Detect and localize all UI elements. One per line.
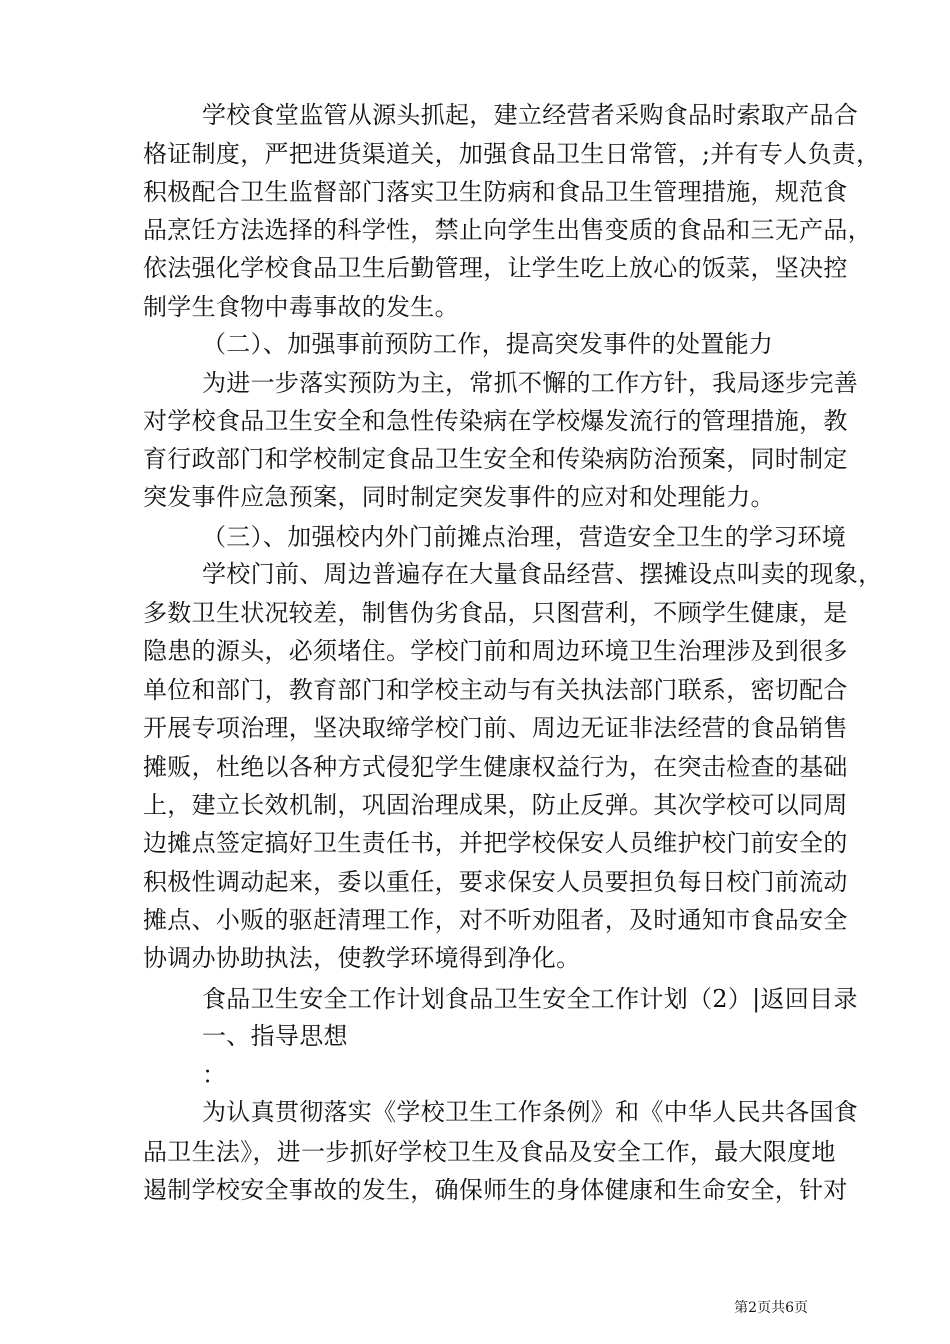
body-line-4: 品烹饪方法选择的科学性，禁止向学生出售变质的食品和三无产品， — [143, 216, 872, 244]
body-line-15: 开展专项治理，坚决取缔学校门前、周边无证非法经营的食品销售 — [143, 714, 848, 742]
body-line-5: 依法强化学校食品卫生后勤管理，让学生吃上放心的饭菜，坚决控 — [143, 254, 848, 282]
section-heading-2: （二）、加强事前预防工作，提高突发事件的处置能力 — [202, 330, 774, 358]
body-line-12: 多数卫生状况较差，制售伪劣食品，只图营利，不顾学生健康，是 — [143, 599, 848, 627]
body-line-16: 摊贩，杜绝以各种方式侵犯学生健康权益行为，在突击检查的基础 — [143, 753, 848, 781]
body-line-17: 上，建立长效机制，巩固治理成果，防止反弹。其次学校可以同周 — [143, 791, 848, 819]
body-line-21: 协调办协助执法，使教学环境得到净化。 — [143, 944, 581, 972]
body-line-20: 摊点、小贩的驱赶清理工作，对不听劝阻者，及时通知市食品安全 — [143, 906, 848, 934]
colon-line: ： — [202, 1061, 227, 1089]
section-heading-guiding-thought: 一、指导思想 — [202, 1022, 348, 1050]
body-line-3: 积极配合卫生监督部门落实卫生防病和食品卫生管理措施，规范食 — [143, 178, 848, 206]
body-line-7: 为进一步落实预防为主，常抓不懈的工作方针，我局逐步完善 — [202, 369, 859, 397]
body-line-13: 隐患的源头，必须堵住。学校门前和周边环境卫生治理涉及到很多 — [143, 637, 848, 665]
page-indicator: 第2页共6页 — [734, 1300, 808, 1316]
body-line-19: 积极性调动起来，委以重任，要求保安人员要担负每日校门前流动 — [143, 868, 848, 896]
plan-title-link[interactable]: 食品卫生安全工作计划食品卫生安全工作计划（2）|返回目录 — [202, 985, 858, 1013]
body-line-1: 学校食堂监管从源头抓起，建立经营者采购食品时索取产品合 — [202, 101, 859, 129]
body-line-18: 边摊点签定搞好卫生责任书，并把学校保安人员维护校门前安全的 — [143, 829, 848, 857]
body-line-14: 单位和部门，教育部门和学校主动与有关执法部门联系，密切配合 — [143, 676, 848, 704]
body-line-11: 学校门前、周边普遍存在大量食品经营、摆摊设点叫卖的现象， — [202, 560, 883, 588]
body-line-9: 育行政部门和学校制定食品卫生安全和传染病防治预案，同时制定 — [143, 445, 848, 473]
body-line-10: 突发事件应急预案，同时制定突发事件的应对和处理能力。 — [143, 483, 775, 511]
body-line-22: 为认真贯彻落实《学校卫生工作条例》和《中华人民共各国食 — [202, 1098, 859, 1126]
body-line-23: 品卫生法》，进一步抓好学校卫生及食品及安全工作，最大限度地 — [143, 1138, 836, 1166]
section-heading-3: （三）、加强校内外门前摊点治理，营造安全卫生的学习环境 — [202, 523, 847, 551]
body-line-24: 遏制学校安全事故的发生，确保师生的身体健康和生命安全，针对 — [143, 1176, 848, 1204]
body-line-2: 格证制度，严把进货渠道关，加强食品卫生日常管，;并有专人负责， — [143, 140, 881, 168]
body-line-6: 制学生食物中毒事故的发生。 — [143, 293, 459, 321]
body-line-8: 对学校食品卫生安全和急性传染病在学校爆发流行的管理措施，教 — [143, 407, 848, 435]
